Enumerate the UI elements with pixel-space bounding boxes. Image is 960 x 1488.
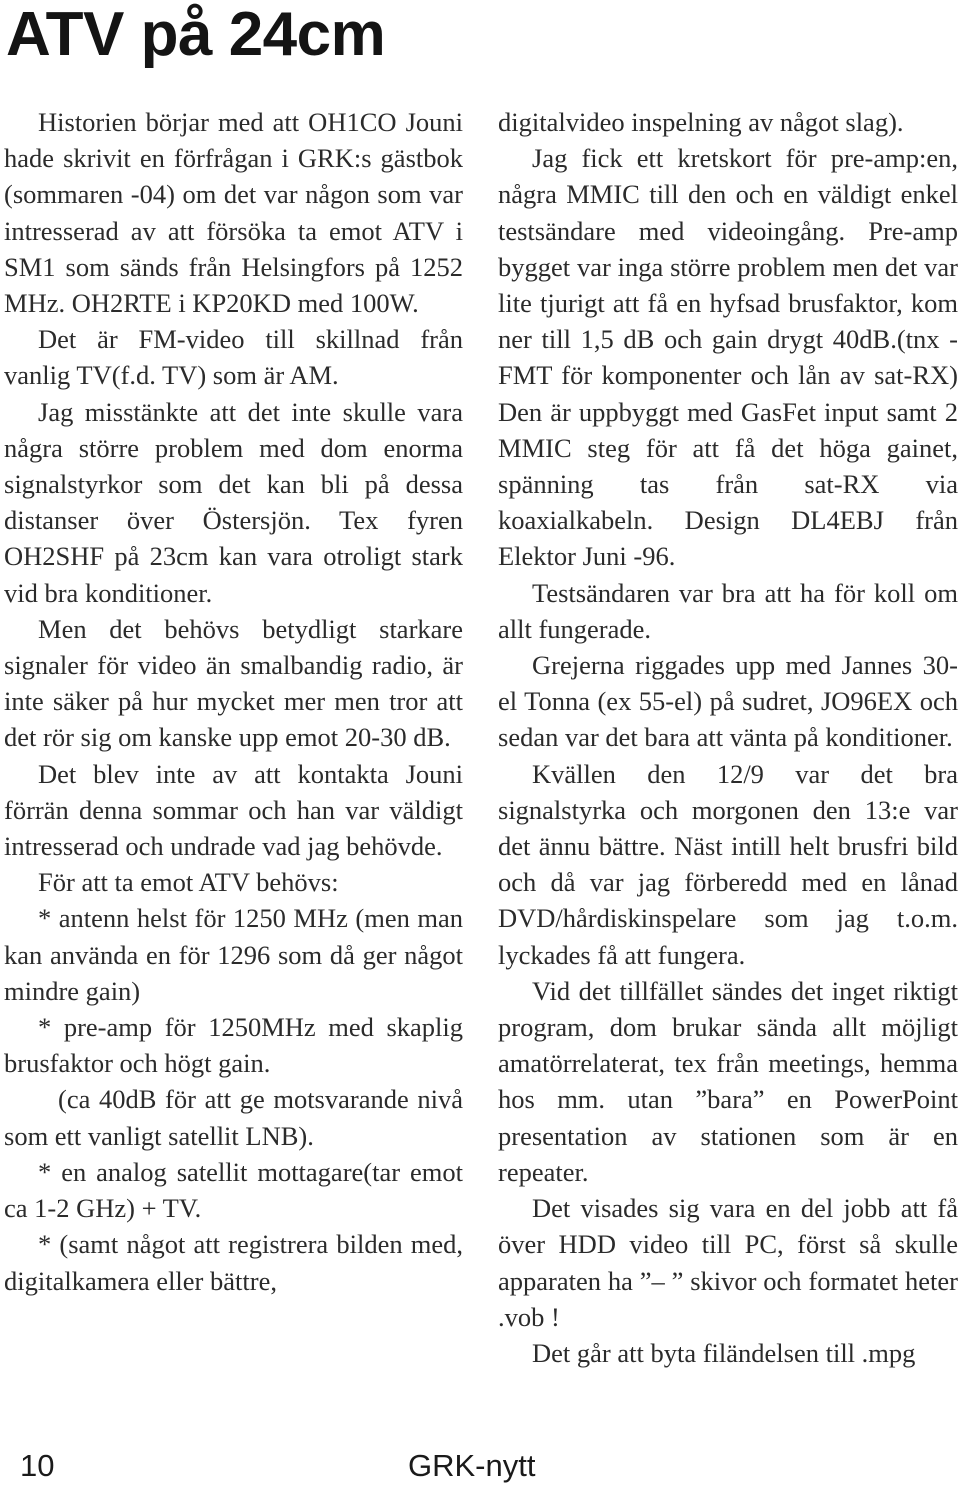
right-column [498,104,958,1371]
article-title: ATV på 24cm [6,0,386,69]
page-number: 10 [20,1448,55,1483]
paragraph: Testsändaren var bra att ha för koll om allt fungerade. [498,577,958,644]
paragraph: Jag fick ett kretskort för pre-amp:en, några MMIC till den och en väldigt enkel testsändare med videoingång. Pre-amp bygget var inga större problem men det var lite tjurigt att få en hyfsad brusfaktor, kom ner till 1,5 dB och gain drygt 40dB.(tnx -FMT för komponenter och lån av sat-RX) Den är uppbyggt med GasFet input samt 2 MMIC steg för att få det höga gainet, spänning tas från sat-RX via koaxialkabeln. Design DL4EBJ från Elektor Juni -96. [498,143,958,572]
paragraph: Jag misstänkte att det inte skulle vara några större problem med dom enorma signalstyrkor som det kan bli på dessa distanser över Östersjön. Tex fyren OH2SHF på 23cm kan vara otroligt stark vid bra konditioner. [4,396,463,608]
paragraph: Historien börjar med att OH1CO Jouni hade skrivit en förfrågan i GRK:s gästbok (sommaren -04) om det var någon som var intresserad av att försöka ta emot ATV i SM1 som sänds från Helsingfors på 1252 MHz. OH2RTE i KP20KD med 100W. [4,107,463,319]
paragraph: digitalvideo inspelning av något slag). [498,107,904,137]
publication-name: GRK-nytt [408,1448,536,1483]
paragraph: Men det behövs betydligt starkare signaler för video än smalbandig radio, är inte säker på hur mycket mer men tror att det rör sig om kanske upp emot 20-30 dB. [4,613,463,753]
list-item: * en analog satellit mottagare(tar emot ca 1-2 GHz) + TV. [4,1156,463,1224]
list-item-note: (ca 40dB för att ge motsvarande nivå som ett vanligt satellit LNB). [4,1084,463,1151]
paragraph: Det går att byta filändelsen till .mpg [532,1337,916,1368]
paragraph: Grejerna riggades upp med Jannes 30-el Tonna (ex 55-el) på sudret, JO96EX och sedan var det bara att vänta på konditioner. [498,650,958,753]
list-item: * antenn helst för 1250 MHz (men man kan använda en för 1296 som då ger något mindre gain) [4,903,463,1006]
paragraph: Det visades sig vara en del jobb att få över HDD video till PC, först så skulle apparaten ha ”– ” skivor och formatet heter .vob ! [498,1193,958,1332]
list-item: * pre-amp för 1250MHz med skaplig brusfaktor och högt gain. [4,1012,463,1079]
paragraph: Kvällen den 12/9 var det bra signalstyrka och morgonen den 13:e var det ännu bättre. Näst intill helt brusfri bild och då var jag förberedd med en lånad DVD/hårdiskinspelare som jag t.o.m. lyckades få att fungera. [498,758,958,970]
list-item: * (samt något att registrera bilden med, digitalkamera eller bättre, [4,1229,463,1296]
left-column [4,104,463,1299]
paragraph: Det blev inte av att kontakta Jouni förrän denna sommar och han var väldigt intresserad och undrade vad jag behövde. [4,758,463,862]
paragraph: Det är FM-video till skillnad från vanlig TV(f.d. TV) som är AM. [4,324,463,391]
paragraph: För att ta emot ATV behövs: [38,867,339,898]
paragraph: Vid det tillfället sändes det inget riktigt program, dom brukar sända allt möjligt amatörrelaterat, tex från meetings, hemma hos mm. utan ”bara” en PowerPoint presentation av stationen som är en repeater. [498,975,958,1187]
